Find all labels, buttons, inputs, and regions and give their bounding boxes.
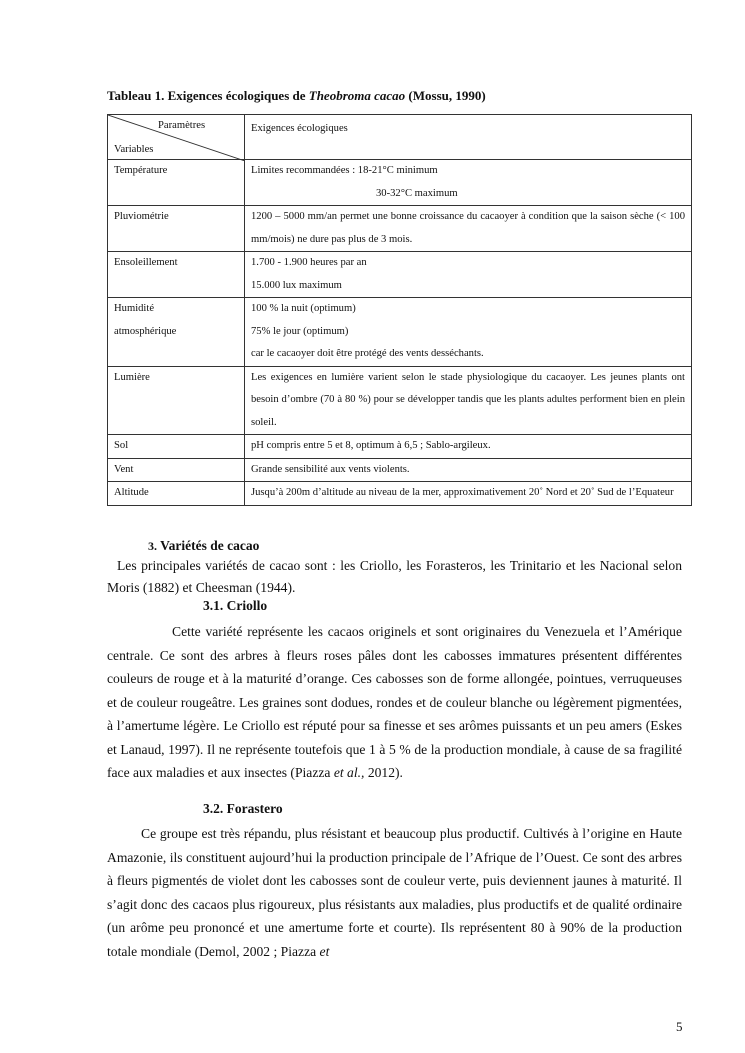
section-3-heading: 3. Variétés de cacao: [148, 538, 260, 553]
ecological-requirements-table: [107, 114, 692, 506]
forastero-paragraph: Ce groupe est très répandu, plus résistant et beaucoup plus productif. Cultivés à l’origine en Haute Amazonie, ils constituent aujourd’hui la production principale de l’Afrique de l’Ouest. Ce sont des arbres à fleurs pigmentés de violet dont les cabosses sont de couleur verte, puis deviennent jaunes à maturité. Il s’agit donc des cacaos plus rigoureux, plus résistants aux maladies, plus productifs et de qualité ordinaire (un arôme peu prononcé et une amertume forte et courte). Ils représentent 80 à 90% de la production totale mondiale (Demol, 2002 ; Piazza et: [107, 826, 682, 959]
header-params: Paramètres: [158, 120, 206, 131]
row-variable: Humidité atmosphérique: [108, 298, 245, 367]
table-row: [108, 458, 692, 482]
row-requirement: Les exigences en lumière varient selon le stade physiologique du cacaoyer. Les jeunes plants ont besoin d’ombre (70 à 80 %) pour se développer tandis que les plants adultes performent bien en plein soleil.: [245, 366, 692, 435]
table-row: [108, 160, 692, 206]
table-row: [108, 435, 692, 459]
table-row: [108, 252, 692, 298]
row-requirement: Limites recommandées : 18-21°C minimum 30-32°C maximum: [245, 160, 692, 206]
caption-prefix: Tableau 1. Exigences écologiques de: [107, 88, 309, 103]
diagonal-header-cell: [108, 115, 245, 160]
row-requirement: Grande sensibilité aux vents violents.: [245, 458, 692, 482]
section-3-1-heading: 3.1. Criollo: [203, 598, 268, 613]
row-requirement: 1.700 - 1.900 heures par an 15.000 lux maximum: [245, 252, 692, 298]
row-variable: Ensoleillement: [108, 252, 245, 298]
row-requirement: 100 % la nuit (optimum) 75% le jour (optimum) car le cacaoyer doit être protégé des vents desséchants.: [245, 298, 692, 367]
criollo-paragraph: Cette variété représente les cacaos originels et sont originaires du Venezuela et l’Amérique centrale. Ce sont des arbres à fleurs roses pâles dont les cabosses immatures présentent différentes couleurs de rouge et à la maturité d’orange. Ces cabosses son de forme allongée, pointues, verruqueuses et de couleur rougeâtre. Les graines sont dodues, rondes et de couleur blanche ou légèrement pigmentées, à l’amertume légère. Le Criollo est réputé pour sa finesse et ses arômes puissants et un peu amers (Eskes et Lanaud, 1997). Il ne représente toutefois que 1 à 5 % de la production mondiale, à cause de sa fragilité face aux maladies et aux insectes (Piazza et al., 2012).: [107, 624, 682, 780]
row-variable: Sol: [108, 435, 245, 459]
table-caption: [107, 88, 486, 104]
table-row: [108, 482, 692, 506]
section-3-2-heading: 3.2. Forastero: [203, 801, 283, 816]
row-variable: Pluviométrie: [108, 206, 245, 252]
row-variable: Altitude: [108, 482, 245, 506]
table-row: [108, 206, 692, 252]
table-header-row: [108, 115, 692, 160]
row-variable: Lumière: [108, 366, 245, 435]
page-number: 5: [676, 1019, 683, 1034]
table-row: [108, 298, 692, 367]
table-row: [108, 366, 692, 435]
caption-suffix: (Mossu, 1990): [405, 88, 486, 103]
row-requirement: 1200 – 5000 mm/an permet une bonne croissance du cacaoyer à condition que la saison sèche (< 100 mm/mois) ne dure pas plus de 3 mois.: [245, 206, 692, 252]
header-variables: Variables: [114, 144, 154, 155]
caption-species: Theobroma cacao: [308, 88, 406, 103]
row-variable: Vent: [108, 458, 245, 482]
section-3-intro: Les principales variétés de cacao sont : les Criollo, les Forasteros, les Trinitario et les Nacional selon Moris (1882) et Cheesman (1944).: [107, 558, 682, 595]
header-requirements: Exigences écologiques: [245, 115, 692, 160]
row-requirement: Jusqu’à 200m d’altitude au niveau de la mer, approximativement 20˚ Nord et 20˚ Sud de l’Equateur: [245, 482, 692, 506]
row-variable: Température: [108, 160, 245, 206]
row-requirement: pH compris entre 5 et 8, optimum à 6,5 ; Sablo-argileux.: [245, 435, 692, 459]
